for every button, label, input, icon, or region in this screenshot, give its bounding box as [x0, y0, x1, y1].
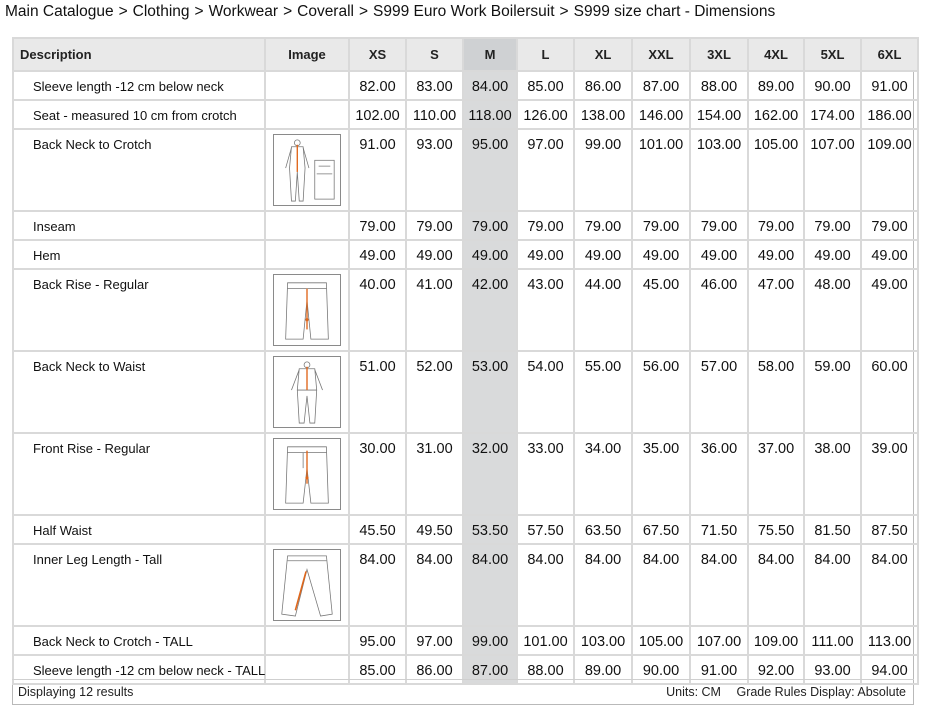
breadcrumb-separator: >: [559, 3, 569, 20]
size-value: 67.50: [632, 515, 690, 544]
size-value-highlighted: 84.00: [463, 71, 517, 100]
size-value: 107.00: [804, 129, 861, 211]
row-image-cell: [265, 71, 349, 100]
size-value: 60.00: [861, 351, 918, 433]
size-value: 40.00: [349, 269, 406, 351]
size-value: 93.00: [406, 129, 463, 211]
units-label: Units: CM: [666, 685, 721, 699]
column-header-description[interactable]: Description: [13, 38, 265, 71]
size-value: 85.00: [349, 655, 406, 684]
measurement-diagram-icon[interactable]: [273, 274, 341, 346]
size-value: 92.00: [748, 655, 804, 684]
breadcrumb: [5, 2, 775, 22]
row-image-cell: [265, 269, 349, 351]
column-header-size[interactable]: 3XL: [690, 38, 748, 71]
row-description: Front Rise - Regular: [13, 433, 265, 515]
size-value: 103.00: [690, 129, 748, 211]
size-value: 154.00: [690, 100, 748, 129]
size-value: 75.50: [748, 515, 804, 544]
size-value-highlighted: 84.00: [463, 544, 517, 626]
column-header-size[interactable]: 6XL: [861, 38, 918, 71]
size-value: 91.00: [690, 655, 748, 684]
size-value: 49.00: [632, 240, 690, 269]
size-value: 91.00: [861, 71, 918, 100]
size-value: 81.50: [804, 515, 861, 544]
size-value: 138.00: [574, 100, 632, 129]
size-value: 84.00: [804, 544, 861, 626]
row-description: Hem: [13, 240, 265, 269]
measurement-diagram-icon[interactable]: [273, 356, 341, 428]
table-row: [13, 129, 918, 211]
size-value: 47.00: [748, 269, 804, 351]
size-value: 45.00: [632, 269, 690, 351]
size-value: 51.00: [349, 351, 406, 433]
table-row: [13, 71, 918, 100]
result-count: Displaying 12 results: [18, 685, 134, 699]
table-row: [13, 211, 918, 240]
size-value: 58.00: [748, 351, 804, 433]
size-value: 49.50: [406, 515, 463, 544]
breadcrumb-current: S999 size chart - Dimensions: [573, 3, 776, 20]
size-value: 162.00: [748, 100, 804, 129]
size-value: 111.00: [804, 626, 861, 655]
size-value: 87.50: [861, 515, 918, 544]
size-value-highlighted: 53.50: [463, 515, 517, 544]
size-value: 49.00: [349, 240, 406, 269]
size-value: 109.00: [748, 626, 804, 655]
size-value: 107.00: [690, 626, 748, 655]
size-value: 103.00: [574, 626, 632, 655]
size-value: 59.00: [804, 351, 861, 433]
breadcrumb-product[interactable]: S999 Euro Work Boilersuit: [373, 3, 555, 20]
row-description: Inseam: [13, 211, 265, 240]
size-value: 57.50: [517, 515, 574, 544]
column-header-size[interactable]: XL: [574, 38, 632, 71]
size-value: 95.00: [349, 626, 406, 655]
row-description: Inner Leg Length - Tall: [13, 544, 265, 626]
size-value: 79.00: [861, 211, 918, 240]
table-row: [13, 269, 918, 351]
size-value: 79.00: [690, 211, 748, 240]
row-image-cell: [265, 351, 349, 433]
size-value: 49.00: [574, 240, 632, 269]
size-chart-table: [12, 37, 919, 685]
size-value: 90.00: [632, 655, 690, 684]
size-value: 97.00: [406, 626, 463, 655]
size-value: 113.00: [861, 626, 918, 655]
size-value: 84.00: [632, 544, 690, 626]
size-value-highlighted: 87.00: [463, 655, 517, 684]
size-value: 93.00: [804, 655, 861, 684]
size-value: 101.00: [517, 626, 574, 655]
size-value: 34.00: [574, 433, 632, 515]
size-value: 49.00: [690, 240, 748, 269]
size-value: 84.00: [748, 544, 804, 626]
grade-rules-label: Grade Rules Display: Absolute: [736, 685, 906, 699]
row-description: Seat - measured 10 cm from crotch: [13, 100, 265, 129]
table-row: [13, 433, 918, 515]
column-header-image: Image: [265, 38, 349, 71]
breadcrumb-main-catalogue[interactable]: Main Catalogue: [5, 3, 114, 20]
size-value: 84.00: [574, 544, 632, 626]
size-value: 84.00: [406, 544, 463, 626]
size-value: 102.00: [349, 100, 406, 129]
size-value: 79.00: [574, 211, 632, 240]
breadcrumb-separator: >: [358, 3, 369, 20]
row-image-cell: [265, 626, 349, 655]
size-value: 109.00: [861, 129, 918, 211]
row-image-cell: [265, 544, 349, 626]
column-header-size[interactable]: XXL: [632, 38, 690, 71]
size-value: 79.00: [349, 211, 406, 240]
row-image-cell: [265, 129, 349, 211]
size-value: 56.00: [632, 351, 690, 433]
size-value: 82.00: [349, 71, 406, 100]
size-value: 83.00: [406, 71, 463, 100]
row-image-cell: [265, 240, 349, 269]
breadcrumb-separator: >: [118, 3, 128, 20]
size-value: 45.50: [349, 515, 406, 544]
size-value: 35.00: [632, 433, 690, 515]
size-value: 49.00: [804, 240, 861, 269]
row-image-cell: [265, 515, 349, 544]
size-value: 71.50: [690, 515, 748, 544]
table-row: [13, 240, 918, 269]
row-description: Back Neck to Crotch - TALL: [13, 626, 265, 655]
size-value: 55.00: [574, 351, 632, 433]
row-description: Back Neck to Waist: [13, 351, 265, 433]
row-image-cell: [265, 100, 349, 129]
size-value: 90.00: [804, 71, 861, 100]
size-value: 94.00: [861, 655, 918, 684]
size-value: 97.00: [517, 129, 574, 211]
size-value: 79.00: [632, 211, 690, 240]
size-value: 88.00: [517, 655, 574, 684]
size-value: 86.00: [574, 71, 632, 100]
column-header-size[interactable]: 4XL: [748, 38, 804, 71]
size-value: 174.00: [804, 100, 861, 129]
measurement-diagram-icon[interactable]: [273, 438, 341, 510]
size-value: 79.00: [748, 211, 804, 240]
size-value: 91.00: [349, 129, 406, 211]
size-value: 49.00: [861, 269, 918, 351]
size-value: 44.00: [574, 269, 632, 351]
size-value-highlighted: 49.00: [463, 240, 517, 269]
size-value: 37.00: [748, 433, 804, 515]
size-value-highlighted: 99.00: [463, 626, 517, 655]
size-value: 31.00: [406, 433, 463, 515]
size-value: 105.00: [748, 129, 804, 211]
measurement-diagram-icon[interactable]: [273, 134, 341, 206]
table-row: [13, 515, 918, 544]
size-value: 86.00: [406, 655, 463, 684]
table-row: [13, 544, 918, 626]
table-body: [13, 71, 918, 684]
row-image-cell: [265, 211, 349, 240]
size-value: 57.00: [690, 351, 748, 433]
size-value: 39.00: [861, 433, 918, 515]
breadcrumb-coverall[interactable]: Coverall: [297, 3, 354, 20]
size-value: 84.00: [517, 544, 574, 626]
size-value: 49.00: [517, 240, 574, 269]
size-value-highlighted: 32.00: [463, 433, 517, 515]
size-value: 41.00: [406, 269, 463, 351]
size-value: 85.00: [517, 71, 574, 100]
row-description: Back Rise - Regular: [13, 269, 265, 351]
size-value: 30.00: [349, 433, 406, 515]
size-value: 49.00: [406, 240, 463, 269]
size-value: 46.00: [690, 269, 748, 351]
breadcrumb-clothing[interactable]: Clothing: [132, 3, 190, 20]
size-value: 110.00: [406, 100, 463, 129]
size-value: 49.00: [748, 240, 804, 269]
column-header-size[interactable]: XS: [349, 38, 406, 71]
size-value: 105.00: [632, 626, 690, 655]
size-value: 89.00: [748, 71, 804, 100]
size-value: 84.00: [861, 544, 918, 626]
size-value: 101.00: [632, 129, 690, 211]
breadcrumb-separator: >: [194, 3, 204, 20]
row-image-cell: [265, 433, 349, 515]
size-value: 84.00: [690, 544, 748, 626]
size-value-highlighted: 95.00: [463, 129, 517, 211]
size-value: 43.00: [517, 269, 574, 351]
row-description: Sleeve length -12 cm below neck - TALL: [13, 655, 265, 684]
size-value: 52.00: [406, 351, 463, 433]
column-header-size-highlighted[interactable]: M: [463, 38, 517, 71]
size-value: 126.00: [517, 100, 574, 129]
size-value: 146.00: [632, 100, 690, 129]
measurement-diagram-icon[interactable]: [273, 549, 341, 621]
size-value: 79.00: [804, 211, 861, 240]
size-value-highlighted: 79.00: [463, 211, 517, 240]
column-header-size[interactable]: 5XL: [804, 38, 861, 71]
size-value: 84.00: [349, 544, 406, 626]
table-row: [13, 351, 918, 433]
size-value: 88.00: [690, 71, 748, 100]
breadcrumb-workwear[interactable]: Workwear: [208, 3, 279, 20]
size-value: 186.00: [861, 100, 918, 129]
size-value: 87.00: [632, 71, 690, 100]
size-value-highlighted: 118.00: [463, 100, 517, 129]
table-row: [13, 626, 918, 655]
breadcrumb-separator: >: [283, 3, 293, 20]
size-value: 79.00: [406, 211, 463, 240]
size-value: 79.00: [517, 211, 574, 240]
table-header-row: [13, 38, 918, 71]
size-chart-panel: [12, 37, 914, 705]
size-value-highlighted: 53.00: [463, 351, 517, 433]
size-value: 89.00: [574, 655, 632, 684]
size-value: 49.00: [861, 240, 918, 269]
column-header-size[interactable]: L: [517, 38, 574, 71]
size-value: 63.50: [574, 515, 632, 544]
table-row: [13, 100, 918, 129]
column-header-size[interactable]: S: [406, 38, 463, 71]
size-value: 99.00: [574, 129, 632, 211]
size-value: 54.00: [517, 351, 574, 433]
footer-meta: [666, 685, 906, 699]
row-description: Back Neck to Crotch: [13, 129, 265, 211]
size-value: 33.00: [517, 433, 574, 515]
size-value: 36.00: [690, 433, 748, 515]
size-value: 38.00: [804, 433, 861, 515]
size-value-highlighted: 42.00: [463, 269, 517, 351]
row-description: Sleeve length -12 cm below neck: [13, 71, 265, 100]
table-footer: [12, 679, 914, 704]
row-description: Half Waist: [13, 515, 265, 544]
size-value: 48.00: [804, 269, 861, 351]
